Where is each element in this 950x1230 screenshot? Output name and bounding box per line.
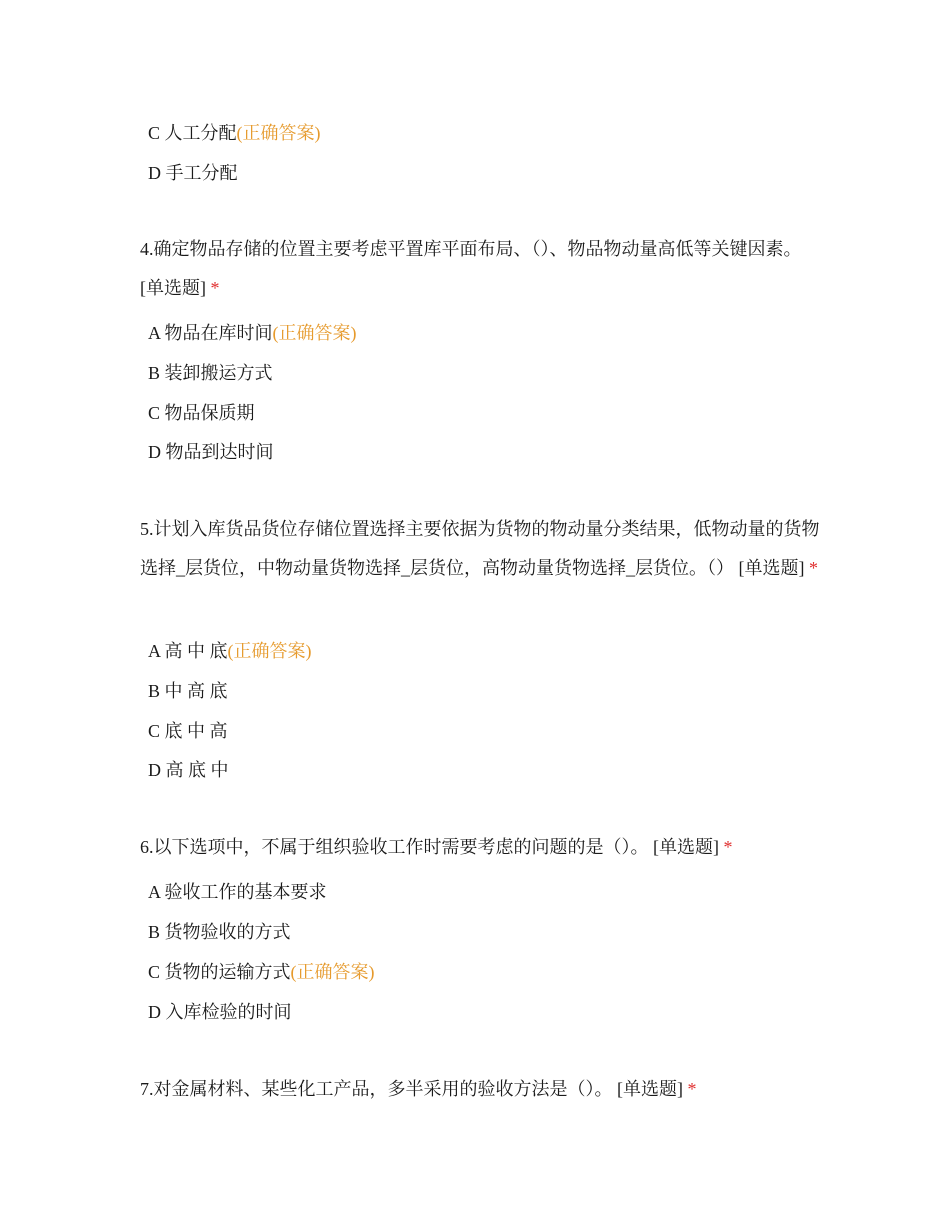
question-text: 5.计划入库货品货位存储位置选择主要依据为货物的物动量分类结果，低物动量的货物选择_层货位，中物动量货物选择_层货位，高物动量货物选择_层货位。（）	[140, 519, 820, 578]
question-text: 7.对金属材料、某些化工产品，多半采用的验收方法是（）。	[140, 1079, 613, 1099]
q6-option-c	[148, 960, 375, 984]
q5-option-b	[148, 679, 228, 703]
correct-answer-mark: (正确答案)	[290, 962, 375, 982]
option-label: A 验收工作的基本要求	[148, 882, 327, 902]
question-type-tag: [单选题]	[738, 558, 805, 578]
correct-answer-mark: (正确答案)	[227, 641, 312, 661]
question-5-stem	[140, 510, 820, 588]
option-label: C 货物的运输方式	[148, 962, 291, 982]
q6-option-d	[148, 1000, 292, 1024]
q6-option-b	[148, 920, 291, 944]
option-label: C 人工分配	[148, 123, 237, 143]
option-label: A 物品在库时间	[148, 323, 273, 343]
question-text: 4.确定物品存储的位置主要考虑平置库平面布局、（）、物品物动量高低等关键因素。	[140, 239, 802, 259]
q6-option-a	[148, 880, 327, 904]
question-type-tag: [单选题]	[617, 1079, 683, 1099]
option-label: B 中 高 底	[148, 681, 228, 701]
option-label: C 底 中 高	[148, 721, 228, 741]
question-text: 6.以下选项中，不属于组织验收工作时需要考虑的问题的是（）。	[140, 837, 649, 857]
correct-answer-mark: (正确答案)	[236, 123, 321, 143]
required-asterisk: *	[687, 1079, 697, 1099]
question-4-stem	[140, 230, 820, 308]
option-label: D 物品到达时间	[148, 442, 274, 462]
option-label: B 货物验收的方式	[148, 922, 291, 942]
q5-option-c	[148, 719, 228, 743]
q4-option-b	[148, 361, 273, 385]
q4-option-d	[148, 440, 274, 464]
required-asterisk: *	[809, 558, 818, 578]
q4-option-a	[148, 321, 357, 345]
question-6-stem	[140, 828, 820, 867]
option-label: A 高 中 底	[148, 641, 228, 661]
question-type-tag: [单选题]	[140, 278, 206, 298]
q3-option-d	[148, 161, 238, 185]
q3-option-c	[148, 121, 321, 145]
option-label: B 装卸搬运方式	[148, 363, 273, 383]
question-type-tag: [单选题]	[653, 837, 719, 857]
question-7-stem	[140, 1070, 820, 1109]
option-label: C 物品保质期	[148, 403, 255, 423]
required-asterisk: *	[723, 837, 733, 857]
option-label: D 入库检验的时间	[148, 1002, 292, 1022]
option-label: D 手工分配	[148, 163, 238, 183]
q5-option-a	[148, 639, 312, 663]
q5-option-d	[148, 758, 229, 782]
q4-option-c	[148, 401, 255, 425]
option-label: D 高 底 中	[148, 760, 229, 780]
required-asterisk: *	[210, 278, 220, 298]
correct-answer-mark: (正确答案)	[272, 323, 357, 343]
